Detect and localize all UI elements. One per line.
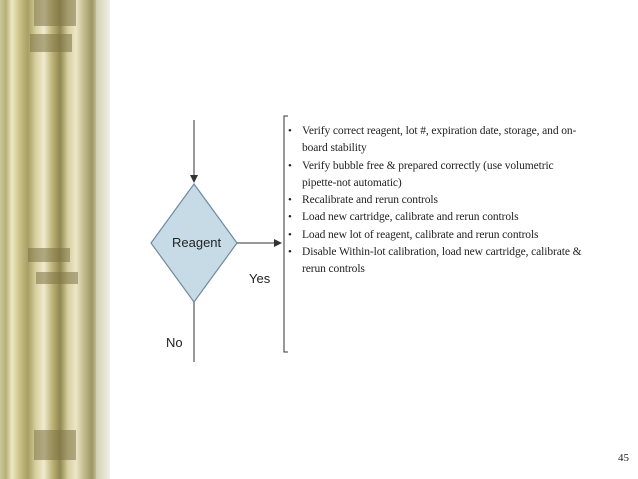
decision-label: Reagent bbox=[172, 235, 222, 250]
action-text: Verify correct reagent, lot #, expiration date, storage, and on-board stability bbox=[302, 125, 577, 155]
bullet-icon: • bbox=[288, 211, 292, 224]
list-item bbox=[286, 158, 586, 193]
list-item bbox=[286, 123, 586, 158]
yes-label: Yes bbox=[249, 271, 271, 286]
bullet-icon: • bbox=[288, 246, 292, 259]
no-label: No bbox=[166, 335, 183, 350]
action-text: Load new lot of reagent, calibrate and rerun controls bbox=[302, 228, 539, 241]
action-text: Disable Within-lot calibration, load new cartridge, calibrate & rerun controls bbox=[302, 246, 582, 276]
list-item bbox=[286, 244, 586, 279]
page-number: 45 bbox=[618, 452, 629, 464]
action-text: Verify bubble free & prepared correctly (use volumetric pipette-not automatic) bbox=[302, 159, 554, 189]
bullet-icon: • bbox=[288, 159, 292, 172]
bullet-icon: • bbox=[288, 228, 292, 241]
list-item bbox=[286, 192, 586, 209]
action-text: Load new cartridge, calibrate and rerun controls bbox=[302, 211, 519, 224]
action-text: Recalibrate and rerun controls bbox=[302, 194, 438, 207]
list-item bbox=[286, 209, 586, 226]
bullet-icon: • bbox=[288, 194, 292, 207]
list-item bbox=[286, 227, 586, 244]
bullet-icon: • bbox=[288, 125, 292, 137]
action-list bbox=[286, 123, 586, 279]
